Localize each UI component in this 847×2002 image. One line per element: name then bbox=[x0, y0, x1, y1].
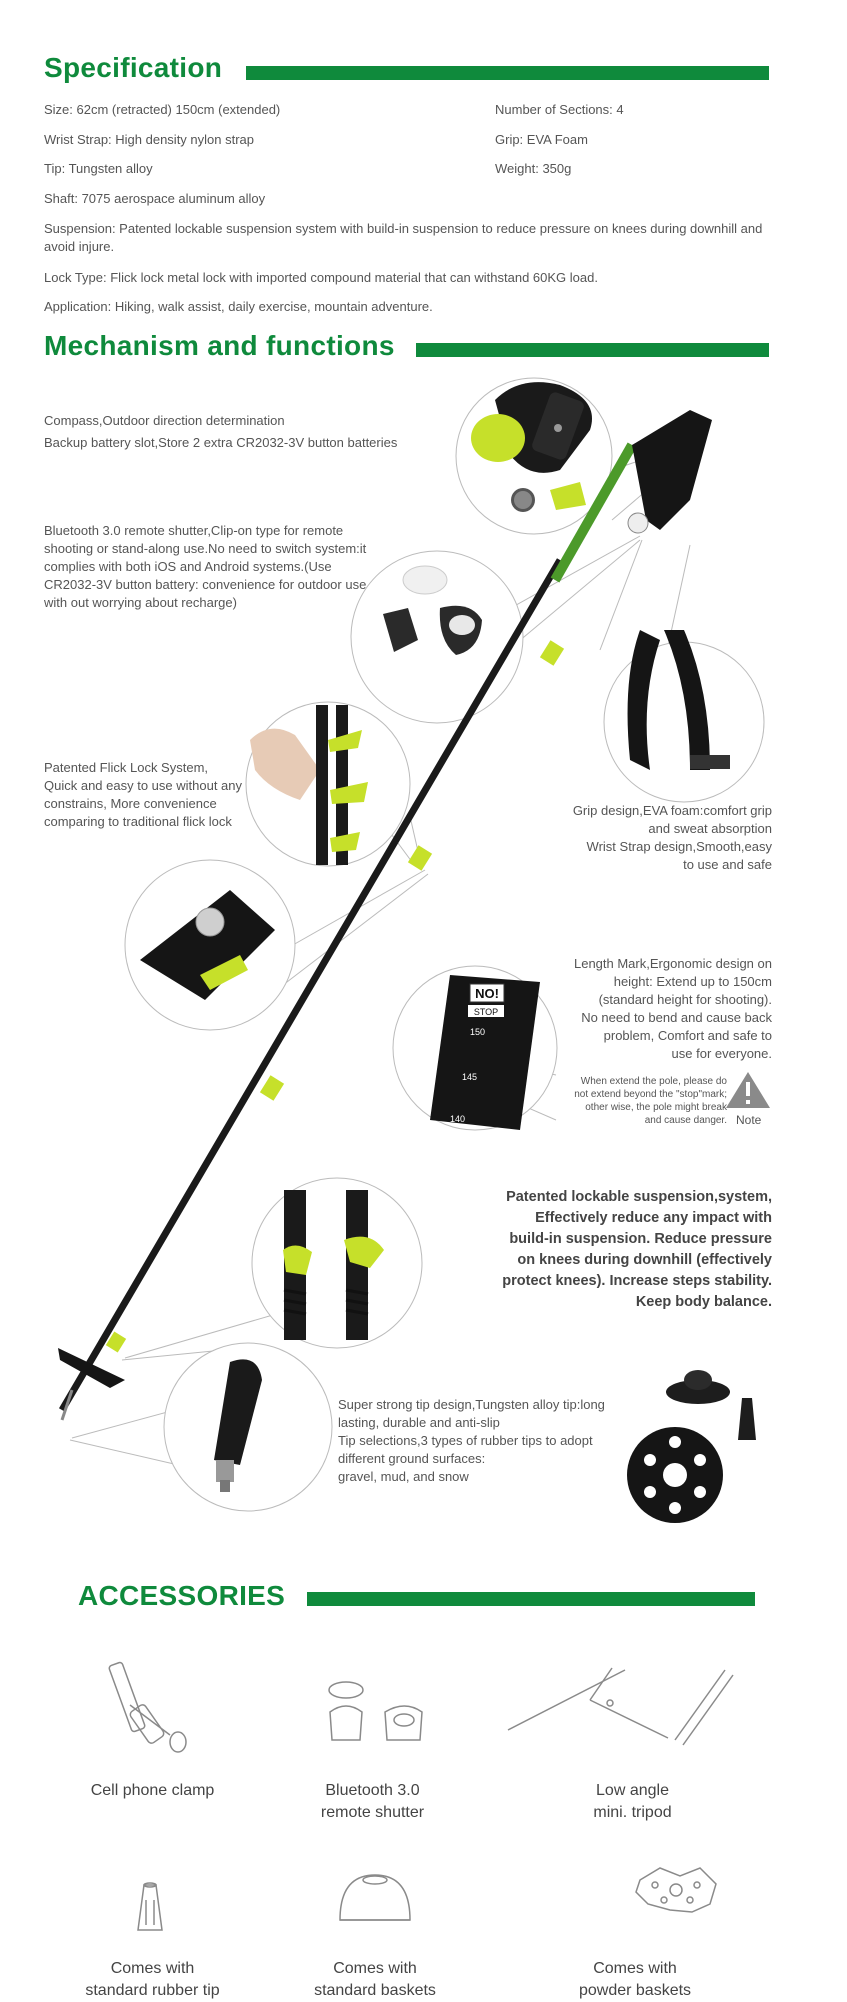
tip-text-1: Super strong tip design,Tungsten alloy tip:long bbox=[338, 1397, 605, 1412]
spec-grip: Grip: EVA Foam bbox=[495, 132, 588, 147]
warning-text-2: not extend beyond the "stop"mark; bbox=[574, 1089, 727, 1100]
accessory-label-shutter: Bluetooth 3.0 remote shutter bbox=[320, 1782, 425, 1821]
accessory-label-rubber-tip: Comes with standard rubber tip bbox=[85, 1960, 220, 1999]
suspension-text-6: Keep body balance. bbox=[635, 1294, 772, 1310]
length-text-2: height: Extend up to 150cm bbox=[613, 974, 772, 989]
spec-size: Size: 62cm (retracted) 150cm (extended) bbox=[44, 102, 281, 117]
length-150-mark: 150 bbox=[470, 1027, 486, 1037]
spec-weight: Weight: 350g bbox=[495, 161, 572, 176]
warning-text-1: When extend the pole, please do bbox=[580, 1076, 727, 1087]
grip-text-1: Grip design,EVA foam:comfort grip bbox=[572, 803, 772, 818]
accessory-label-clamp: Cell phone clamp bbox=[90, 1782, 215, 1799]
suspension-text-1: Patented lockable suspension,system, bbox=[506, 1189, 772, 1205]
specification-title: Specification bbox=[44, 52, 223, 83]
spec-tip: Tip: Tungsten alloy bbox=[44, 161, 153, 176]
suspension-text-3: build-in suspension. Reduce pressure bbox=[509, 1231, 772, 1247]
spec-sections: Number of Sections: 4 bbox=[495, 102, 624, 117]
length-145-mark: 145 bbox=[462, 1072, 478, 1082]
grip-text-3: Wrist Strap design,Smooth,easy bbox=[586, 839, 772, 854]
length-text-5: problem, Comfort and safe to bbox=[603, 1028, 772, 1043]
powder-basket-icon bbox=[636, 1868, 716, 1912]
spec-lock: Lock Type: Flick lock metal lock with imported compound material that can withstand 60KG load. bbox=[44, 270, 598, 285]
suspension-text-4: on knees during downhill (effectively bbox=[517, 1252, 772, 1268]
length-text-4: No need to bend and cause back bbox=[581, 1010, 772, 1025]
phone-clamp-icon bbox=[108, 1662, 186, 1752]
spec-shaft: Shaft: 7075 aerospace aluminum alloy bbox=[44, 191, 266, 206]
accessory-label-tripod: Low angle mini. tripod bbox=[593, 1782, 672, 1821]
tip-text-5: gravel, mud, and snow bbox=[338, 1469, 469, 1484]
flick-lock-text: Patented Flick Lock System, Quick and easy to use without any constrains, More convenience comparing to traditional flick lock bbox=[44, 760, 243, 829]
length-text-3: (standard height for shooting). bbox=[598, 992, 772, 1007]
accessories-title: ACCESSORIES bbox=[78, 1580, 286, 1611]
tripod-icon bbox=[508, 1668, 733, 1745]
battery-slot-text: Backup battery slot,Store 2 extra CR2032-3V button batteries bbox=[44, 435, 398, 450]
note-label: Note bbox=[736, 1113, 762, 1127]
suspension-text-2: Effectively reduce any impact with bbox=[535, 1210, 772, 1226]
tip-text-2: lasting, durable and anti-slip bbox=[338, 1415, 500, 1430]
warning-text-4: and cause danger. bbox=[644, 1115, 727, 1126]
bluetooth-shutter-icon bbox=[329, 1682, 422, 1740]
tip-text-4: different ground surfaces: bbox=[338, 1451, 486, 1466]
suspension-text-5: protect knees). Increase steps stability. bbox=[502, 1273, 772, 1289]
length-text-6: use for everyone. bbox=[671, 1046, 772, 1061]
length-text-1: Length Mark,Ergonomic design on bbox=[573, 956, 772, 971]
spec-application: Application: Hiking, walk assist, daily exercise, mountain adventure. bbox=[44, 299, 433, 314]
no-mark: NO! bbox=[475, 986, 499, 1001]
mechanism-title: Mechanism and functions bbox=[44, 330, 395, 361]
spec-suspension: Suspension: Patented lockable suspension system with build-in suspension to reduce pressure on knees during downhill and avoid injure. bbox=[44, 221, 763, 254]
stop-mark: STOP bbox=[473, 1007, 499, 1017]
tip-text-3: Tip selections,3 types of rubber tips to adopt bbox=[338, 1433, 593, 1448]
spec-wrist-strap: Wrist Strap: High density nylon strap bbox=[44, 132, 255, 147]
grip-text-2: and sweat absorption bbox=[648, 821, 772, 836]
bluetooth-text: Bluetooth 3.0 remote shutter,Clip-on type for remote shooting or stand-along use.No need to switch system:it complies with both iOS and Android systems.(Use CR2032-3V button battery: convenience for outdoor use with out worrying about recharge) bbox=[44, 523, 367, 610]
rubber-tip-icon bbox=[138, 1883, 162, 1930]
accessory-label-standard-basket: Comes with standard baskets bbox=[314, 1960, 436, 1999]
standard-basket-icon bbox=[340, 1875, 410, 1920]
grip-text-4: to use and safe bbox=[683, 857, 772, 872]
accessory-label-powder-basket: Comes with powder baskets bbox=[578, 1960, 692, 1999]
warning-text-3: other wise, the pole might break bbox=[585, 1102, 727, 1113]
compass-text: Compass,Outdoor direction determination bbox=[44, 413, 285, 428]
length-140-mark: 140 bbox=[450, 1114, 466, 1124]
